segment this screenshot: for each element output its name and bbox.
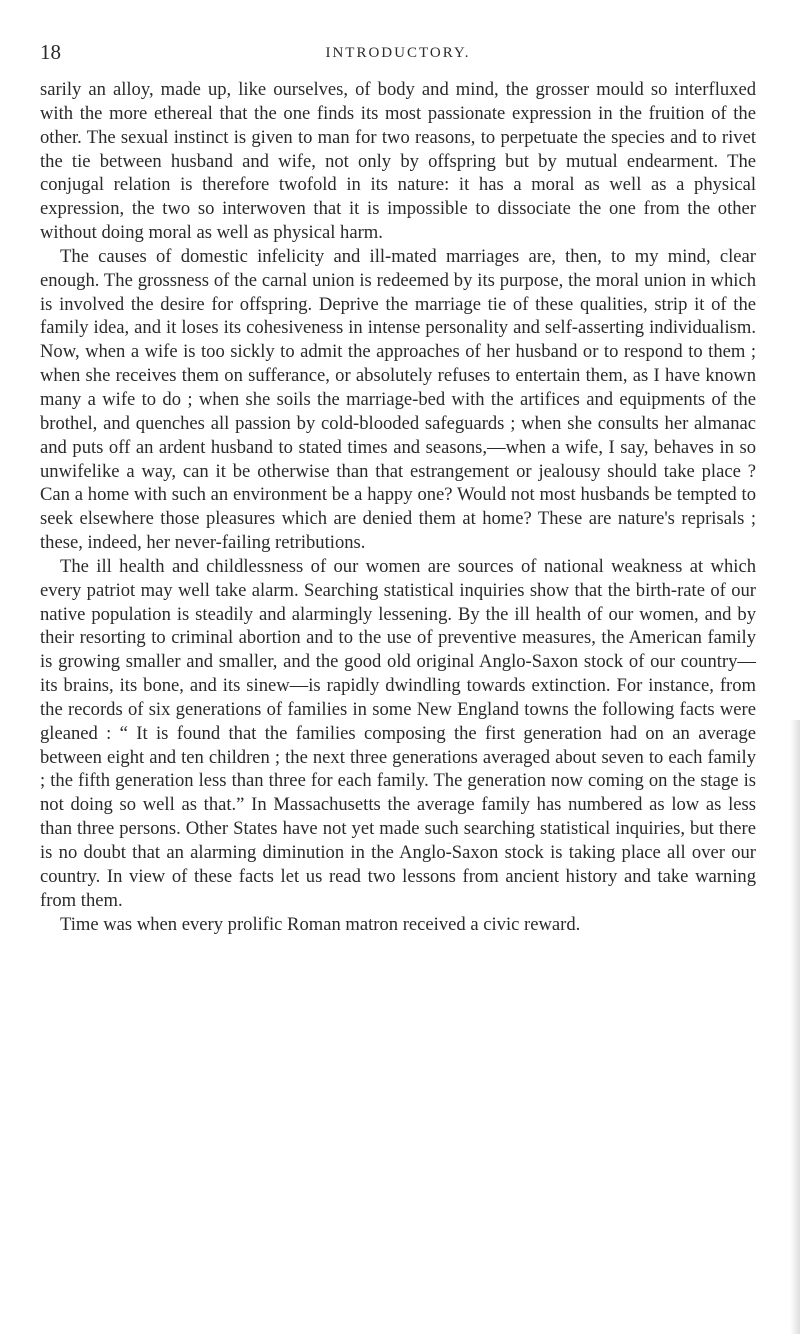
paragraph: The ill health and childlessness of our women are sources of national weakness at which every patriot may well take alarm. Searching statistical inquiries show that the birth-rate of our native population is steadily and alarmingly lessening. By the ill health of our women, and by their resorting to criminal abortion and to the use of preventive measures, the American family is growing smaller and smaller, and the good old original Anglo-Saxon stock of our country—its brains, its bone, and its sinew—is rapidly dwindling towards extinction. For instance, from the records of six generations of families in some New England towns the following facts were gleaned : “ It is found that the families composing the first generation had on an average between eight and ten children ; the next three generations averaged about seven to each family ; the fifth generation less than three for each family. The generation now coming on the stage is not doing so well as that.” In Massachusetts the average family has numbered as low as less than three persons. Other States have not yet made such searching statistical inquiries, but there is no doubt that an alarming diminution in the Anglo-Saxon stock is taking place all over our country. In view of these facts let us read two lessons from ancient history and take warning from them. bbox=[40, 555, 756, 911]
paragraph: Time was when every prolific Roman matron received a civic reward. bbox=[60, 913, 581, 935]
running-head bbox=[40, 40, 756, 64]
page-edge-shadow bbox=[790, 720, 800, 1334]
page-number: 18 bbox=[40, 40, 61, 64]
paragraph-continued: sarily an alloy, made up, like ourselves, of body and mind, the grosser mould so interfluxed with the more ethereal that the one finds its most passionate expression in the fruition of the other. The sexual instinct is given to man for two reasons, to perpetuate the species and to rivet the tie between husband and wife, not only by offspring but by mutual endearment. The conjugal relation is therefore twofold in its nature: it has a moral as well as a physical expression, the two so interwoven that it is impossible to dissociate the one from the other without doing moral as well as physical harm. bbox=[40, 79, 756, 244]
running-title: INTRODUCTORY. bbox=[325, 45, 471, 61]
body-text bbox=[40, 78, 756, 936]
paragraph: The causes of domestic infelicity and ill-mated marriages are, then, to my mind, clear enough. The grossness of the carnal union is redeemed by its purpose, the moral union in which is involved the desire for offspring. Deprive the marriage tie of these qualities, strip it of the family idea, and it loses its cohesiveness in intense personality and self-asserting individualism. Now, when a wife is too sickly to admit the approaches of her husband or to respond to them ; when she receives them on sufferance, or absolutely refuses to entertain them, as I have known many a wife to do ; when she soils the marriage-bed with the artifices and equipments of the brothel, and quenches all passion by cold-blooded safeguards ; when she consults her almanac and puts off an ardent husband to stated times and seasons,—when a wife, I say, behaves in so unwifelike a way, can it be otherwise than that estrangement or jealousy should take place ? Can a home with such an environment be a happy one? Would not most husbands be tempted to seek elsewhere those pleasures which are denied them at home? These are nature's reprisals ; these, indeed, her never-failing retributions. bbox=[40, 245, 756, 554]
